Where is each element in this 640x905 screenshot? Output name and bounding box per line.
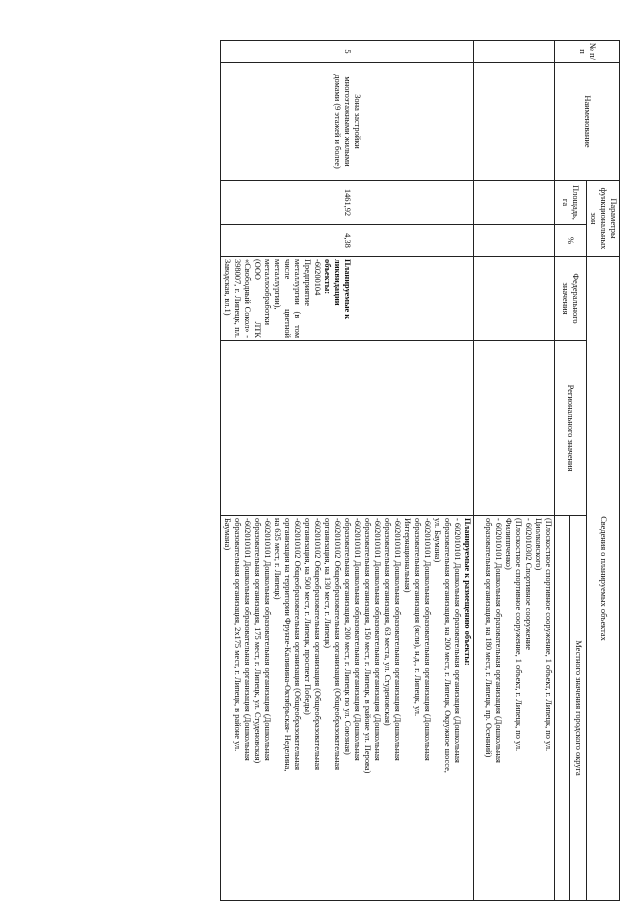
table-row [221,41,474,901]
col-area-header: Площадь, га [555,181,587,225]
table-row [474,41,555,901]
top-row-local-cell: (Плоскостное спортивное сооружение, 1 объект, г. Липецк, по ул. Циолковского) - 602010302 Спортивное сооружение (Плоскостное спортивное сооружение, 1 объект, г. Липецк, по ул. Филиппченко) - 602010101 Дошкольная образовательная организация (Дошкольная образовательная организация, на 180 мест, г. Липецк, пр. Осенний) [474,516,555,901]
planned-objects-table [220,40,620,901]
federal-cell: Планируемые к ликвидации объекты: -60200104 Предприятие металлургии (в том числе цветной металлургии), металлообработки (ООО ЛТК «Свободный Сокол» - 398007, г. Липецк, пл. Заводская, вл.1) [221,257,474,341]
col-local-header: Местного значения городского округа [570,516,587,901]
col-planned-header: Сведения о планируемых объектах [587,257,620,901]
local-cell: Планируемые к размещению объекты: - 602010101 Дошкольная образовательная организация (Дошкольная образовательная организация, на 200 мест, г. Липецк, Окружное шоссе, ул. Баумана) -602010101 Дошкольная образовательная организация (Дошкольная образовательная организация (ясли), н.д., г. Липецк, ул. Интернациональная) -602010101 Дошкольная образовательная организация (Дошкольная образовательная организация, 63 места, ул. Студеновская) -602010101 Дошкольная образовательная организация (Дошкольная образовательная организация, 150 мест, г. Липецк, в районе ул. Перова) -602010101 Дошкольная образовательная организация (Дошкольная образовательная организация, 200 мест, г. Липецк по ул. Союзная) -602010102 Общеобразовательная организация (Общеобразовательная организация, на 130 мест, г. Липецк) -602010102 Общеобразовательная организация (Общеобразовательная организация, на 500 мест, г. Липецк, проспект Победы) -602010102 Общеобразовательная организация (Общеобразовательная организация на территории Фрунзе-Калинина-Октябрьская- Неделина, на 635 мест, г. Липецк) -602010101 Дошкольная образовательная организация (Дошкольная образовательная организация, 175 мест, г. Липецк, ул. Студеновская) -602010101 Дошкольная образовательная организация (Дошкольная образовательная организация, 2х175 мест, г. Липецк, в районе ул. Баумана) [221,516,474,901]
row-number: 5 [221,41,474,63]
regional-cell [221,341,474,516]
col-percent-header: % [555,225,587,257]
col-params-header: Параметры функциональных зон [587,181,620,257]
col-no-header: № п/п [555,41,620,63]
zone-percent: 4,38 [221,225,474,257]
col-regional-header: Регионального значения [555,341,587,516]
col-name-header: Наименование [555,63,620,181]
zone-name: Зона застройки многоэтажными жилыми домами (9 этажей и более) [221,63,474,181]
col-federal-header: Федерального значения [555,257,587,341]
zone-area: 1461,92 [221,181,474,225]
rotated-page [20,40,620,900]
header-row-1 [587,41,620,901]
